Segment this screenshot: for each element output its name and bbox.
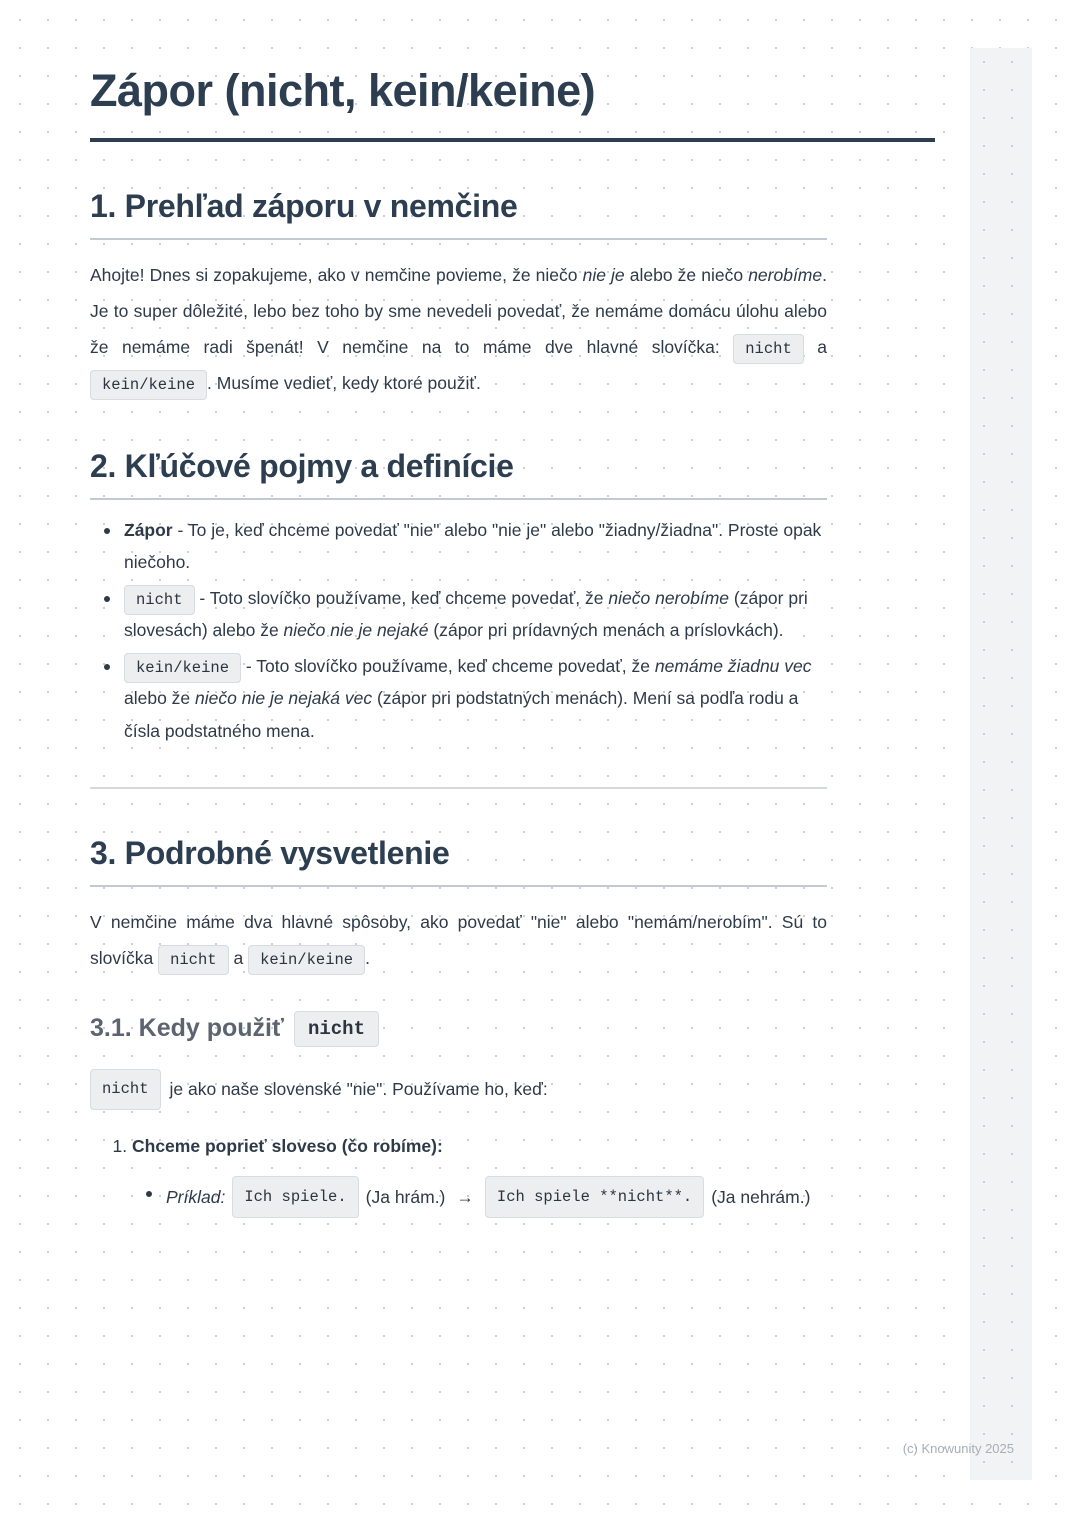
paragraph-text: . (365, 947, 370, 968)
arrow-icon: → (456, 1186, 474, 1207)
section-1-paragraph (90, 258, 827, 402)
title-divider (90, 138, 935, 142)
rule-label: Chceme poprieť sloveso (čo robíme): (132, 1136, 443, 1157)
paragraph-text: Ahojte! Dnes si zopakujeme, ako v nemčine povieme, že niečo (90, 265, 583, 286)
list-item (124, 514, 827, 579)
usage-rules-list (90, 1130, 827, 1217)
example-translation: (Ja hrám.) (365, 1186, 446, 1207)
code-kein-keine: kein/keine (90, 370, 207, 400)
paragraph-text: alebo že niečo (624, 265, 749, 286)
code-nicht: nicht (158, 945, 229, 975)
paragraph-text: a (233, 947, 244, 968)
code-nicht: nicht (294, 1011, 379, 1047)
paragraph-text: a (817, 337, 827, 358)
subsection-heading-3-1 (90, 1011, 827, 1047)
code-kein-keine: kein/keine (124, 653, 241, 683)
subsection-title-text: 3.1. Kedy použiť (90, 1014, 284, 1043)
list-item (132, 1130, 827, 1217)
code-ich-spiele-nicht: Ich spiele **nicht**. (485, 1176, 704, 1218)
paragraph-text: . Musíme vedieť, kedy ktoré použiť. (207, 373, 481, 394)
section-heading-2: 2. Kľúčové pojmy a definície (90, 447, 514, 484)
term-definition: (zápor pri prídavných menách a príslovkách). (428, 620, 784, 641)
example-label: Príklad: (166, 1186, 226, 1207)
term-definition: (zápor pri podstatných menách). Mení sa podľa rodu a čísla podstatného mena. (124, 688, 799, 741)
lead-text: je ako naše slovenské "nie". Používame ho, keď: (169, 1078, 548, 1099)
subsection-lead (90, 1069, 827, 1110)
emphasis: nemáme žiadnu vec (654, 655, 812, 676)
section-heading-3: 3. Podrobné vysvetlenie (90, 835, 450, 872)
term-definition: (zápor pri slovesách) alebo že (124, 587, 808, 641)
paragraph-text: V nemčine máme dva hlavné spôsoby, ako povedať "nie" alebo "nemám/nerobím". Sú to slovíčka (90, 912, 827, 968)
emphasis-nie-je: nie je (582, 265, 625, 286)
code-nicht: nicht (90, 1069, 161, 1110)
emphasis: niečo nerobíme (608, 587, 730, 608)
document-content (90, 66, 827, 1224)
term-definition: - To je, keď chceme povedať "nie" alebo "nie je" alebo "žiadny/žiadna". Proste opak niečoho. (124, 519, 822, 573)
list-item (166, 1176, 827, 1218)
list-item (124, 650, 827, 747)
emphasis-nerobime: nerobíme (748, 265, 823, 286)
paragraph-text: . Je to super dôležité, lebo bez toho by sme nevedeli povedať, že nemáme domácu úlohu alebo že nemáme radi špenát! V nemčine na to máme dve hlavné slovíčka: (90, 265, 827, 358)
emphasis: niečo nie je nejaká vec (195, 688, 373, 709)
code-nicht: nicht (124, 585, 195, 615)
section-heading-1: 1. Prehľad záporu v nemčine (90, 188, 518, 225)
emphasis: niečo nie je nejaké (283, 620, 429, 641)
section-divider-2 (90, 498, 827, 500)
example-translation: (Ja nehrám.) (711, 1186, 811, 1207)
example-list (132, 1176, 827, 1218)
code-nicht: nicht (733, 334, 804, 364)
section-separator (90, 787, 827, 789)
term-definition: - Toto slovíčko používame, keď chceme povedať, že (241, 655, 655, 676)
page-title: Zápor (nicht, kein/keine) (90, 65, 596, 116)
code-ich-spiele: Ich spiele. (232, 1176, 358, 1218)
term-definition: - Toto slovíčko používame, keď chceme povedať, že (194, 587, 609, 608)
section-divider-1 (90, 238, 827, 240)
term-definition: alebo že (124, 688, 196, 709)
list-item (124, 582, 827, 647)
copyright-footer: (c) Knowunity 2025 (902, 1441, 1014, 1456)
page-margin-strip (968, 48, 1032, 1480)
term-zapor: Zápor (124, 519, 173, 540)
section-3-paragraph (90, 905, 827, 977)
code-kein-keine: kein/keine (248, 945, 365, 975)
section-divider-3 (90, 885, 827, 887)
key-terms-list (90, 514, 827, 747)
